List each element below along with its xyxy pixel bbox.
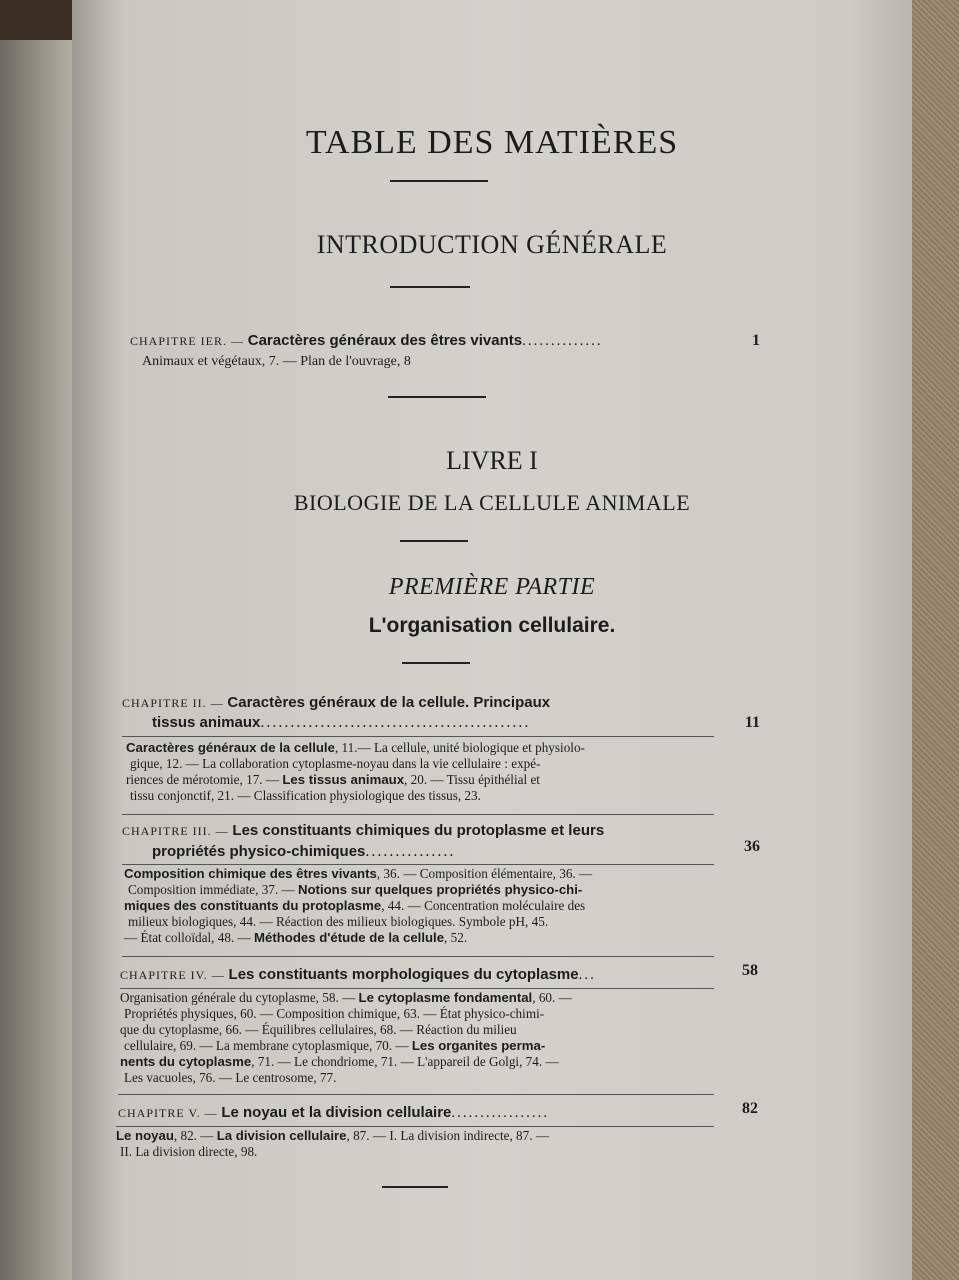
facing-page-edge bbox=[0, 40, 78, 1280]
subtopic-line: nents du cytoplasme, 71. — Le chondriome, 71. — L'appareil de Golgi, 74. — bbox=[120, 1054, 559, 1069]
chapter-1-page: 1 bbox=[752, 332, 760, 349]
chapter-title: Les constituants morphologiques du cytoplasme bbox=[228, 966, 579, 983]
chapter-5-page: 82 bbox=[742, 1100, 758, 1117]
partie-title: L'organisation cellulaire. bbox=[368, 614, 616, 637]
chapter-label: CHAPITRE III. — bbox=[122, 824, 229, 838]
separator bbox=[122, 956, 714, 957]
chapter-title-cont: tissus animaux bbox=[152, 714, 261, 731]
divider bbox=[388, 396, 486, 398]
book-page bbox=[72, 0, 912, 1280]
separator bbox=[120, 988, 714, 989]
divider bbox=[400, 540, 468, 542]
subtopic-line: gique, 12. — La collaboration cytoplasme-noyau dans la vie cellulaire : expé- bbox=[130, 756, 541, 771]
chapter-title: Caractères généraux de la cellule. Principaux bbox=[227, 694, 551, 711]
subtopic-line: que du cytoplasme, 66. — Équilibres cellulaires, 68. — Réaction du milieu bbox=[120, 1022, 517, 1037]
chapter-3-entry bbox=[122, 822, 604, 840]
divider bbox=[390, 286, 470, 288]
subtopic-line: Organisation générale du cytoplasme, 58. — Le cytoplasme fondamental, 60. — bbox=[120, 990, 572, 1005]
subtopic-line: Les vacuoles, 76. — Le centrosome, 77. bbox=[124, 1070, 337, 1085]
partie-heading: PREMIÈRE PARTIE bbox=[388, 574, 596, 600]
chapter-2-title-cont bbox=[152, 714, 530, 732]
subtopic-line: riences de mérotomie, 17. — Les tissus animaux, 20. — Tissu épithélial et bbox=[126, 772, 540, 787]
subtopic-line: Caractères généraux de la cellule, 11.— La cellule, unité biologique et physiolo- bbox=[126, 740, 585, 755]
leader-dots: ................. bbox=[451, 1105, 550, 1121]
chapter-4-entry bbox=[120, 966, 596, 984]
livre-title: BIOLOGIE DE LA CELLULE ANIMALE bbox=[293, 490, 691, 515]
divider bbox=[390, 180, 488, 182]
separator bbox=[122, 864, 714, 865]
livre-heading: LIVRE I bbox=[446, 446, 538, 475]
intro-heading: INTRODUCTION GÉNÉRALE bbox=[316, 230, 668, 259]
chapter-5-entry bbox=[118, 1104, 549, 1122]
leader-dots: ............................................. bbox=[260, 714, 531, 731]
chapter-3-page: 36 bbox=[744, 838, 760, 855]
separator bbox=[122, 736, 714, 737]
leader-dots: ............... bbox=[365, 843, 456, 860]
separator bbox=[116, 1126, 714, 1127]
chapter-label: CHAPITRE II. — bbox=[122, 696, 224, 710]
chapter-3-title-cont bbox=[152, 843, 455, 861]
separator bbox=[122, 814, 714, 815]
chapter-title: Caractères généraux des êtres vivants bbox=[247, 332, 523, 349]
subtopic-line: Composition immédiate, 37. — Notions sur quelques propriétés physico-chi- bbox=[128, 882, 583, 897]
chapter-label: CHAPITRE IV. — bbox=[120, 968, 225, 982]
separator bbox=[118, 1094, 714, 1095]
chapter-1-subtopics: Animaux et végétaux, 7. — Plan de l'ouvrage, 8 bbox=[142, 354, 411, 369]
chapter-title: Les constituants chimiques du protoplasme et leurs bbox=[232, 822, 605, 839]
chapter-title: Le noyau et la division cellulaire bbox=[221, 1104, 452, 1121]
chapter-title-cont: propriétés physico-chimiques bbox=[152, 843, 366, 860]
chapter-label: CHAPITRE V. — bbox=[118, 1106, 218, 1120]
divider bbox=[382, 1186, 448, 1188]
subtopic-line: milieux biologiques, 44. — Réaction des milieux biologiques. Symbole pH, 45. bbox=[128, 914, 549, 929]
chapter-label: CHAPITRE IER. — bbox=[130, 334, 244, 348]
divider bbox=[402, 662, 470, 664]
subtopic-line: cellulaire, 69. — La membrane cytoplasmique, 70. — Les organites perma- bbox=[124, 1038, 546, 1053]
chapter-2-page: 11 bbox=[744, 714, 760, 731]
leader-dots: ... bbox=[578, 967, 596, 983]
subtopic-line: Composition chimique des êtres vivants, 36. — Composition élémentaire, 36. — bbox=[124, 866, 593, 881]
leader-dots: .............. bbox=[522, 333, 603, 349]
subtopic-line: — État colloïdal, 48. — Méthodes d'étude de la cellule, 52. bbox=[124, 930, 468, 945]
subtopic-line: miques des constituants du protoplasme, 44. — Concentration moléculaire des bbox=[124, 898, 586, 913]
subtopic-line: II. La division directe, 98. bbox=[120, 1144, 258, 1159]
chapter-4-page: 58 bbox=[742, 962, 758, 979]
subtopic-line: Le noyau, 82. — La division cellulaire, 87. — I. La division indirecte, 87. — bbox=[116, 1128, 550, 1143]
chapter-1-entry bbox=[130, 332, 603, 350]
toc-title: TABLE DES MATIÈRES bbox=[305, 124, 679, 161]
subtopic-line: Propriétés physiques, 60. — Composition chimique, 63. — État physico-chimi- bbox=[124, 1006, 545, 1021]
subtopic-line: tissu conjonctif, 21. — Classification physiologique des tissus, 23. bbox=[130, 788, 481, 803]
chapter-2-entry bbox=[122, 694, 550, 712]
